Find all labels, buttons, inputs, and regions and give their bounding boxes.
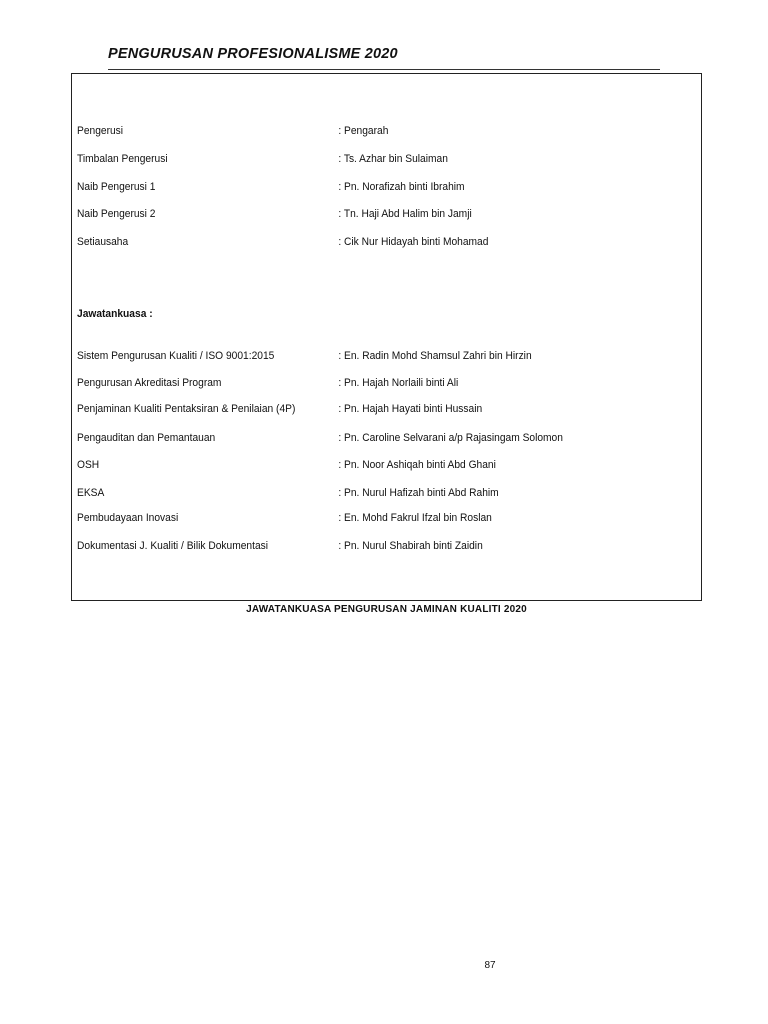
- committee-role: Pembudayaan Inovasi: [77, 512, 179, 524]
- committee-member-name: : Pn. Hajah Norlaili binti Ali: [338, 377, 459, 389]
- committee-member-name: : Pn. Nurul Hafizah binti Abd Rahim: [338, 487, 499, 499]
- officer-role: Setiausaha: [77, 236, 129, 248]
- committee-role: Penjaminan Kualiti Pentaksiran & Penilaian (4P): [77, 403, 296, 415]
- officer-name: : Pengarah: [338, 125, 389, 137]
- officer-name: : Ts. Azhar bin Sulaiman: [338, 153, 448, 165]
- committee-row: [77, 539, 483, 553]
- header-underline: [108, 69, 660, 70]
- officer-row-chairman: [77, 124, 388, 138]
- officer-name: : Cik Nur Hidayah binti Mohamad: [338, 236, 489, 248]
- page-title: PENGURUSAN PROFESIONALISME 2020: [108, 46, 398, 62]
- page-number: 87: [484, 960, 496, 971]
- page-header: [108, 45, 660, 70]
- officer-role: Naib Pengerusi 1: [77, 181, 156, 193]
- committee-row: [77, 402, 482, 416]
- committee-member-name: : Pn. Nurul Shabirah binti Zaidin: [338, 540, 483, 552]
- officer-row-vice-chairman-2: [77, 207, 472, 221]
- committee-role: Sistem Pengurusan Kualiti / ISO 9001:2015: [77, 350, 275, 362]
- committee-role: Pengurusan Akreditasi Program: [77, 377, 222, 389]
- officer-row-secretary: [77, 235, 488, 249]
- committee-row: [77, 458, 496, 472]
- officer-name: : Tn. Haji Abd Halim bin Jamji: [338, 208, 472, 220]
- officer-row-deputy-chairman: [77, 152, 448, 166]
- officer-row-vice-chairman-1: [77, 180, 465, 194]
- committee-row: [77, 431, 563, 445]
- committee-role: Pengauditan dan Pemantauan: [77, 432, 216, 444]
- committee-row: [77, 376, 458, 390]
- officer-role: Naib Pengerusi 2: [77, 208, 156, 220]
- committee-box: [71, 73, 702, 601]
- committee-role: OSH: [77, 459, 100, 471]
- committee-row: [77, 486, 499, 500]
- committee-row: [77, 349, 532, 363]
- committee-member-name: : Pn. Caroline Selvarani a/p Rajasingam Solomon: [338, 432, 563, 444]
- officer-name: : Pn. Norafizah binti Ibrahim: [338, 181, 465, 193]
- committee-role: EKSA: [77, 487, 105, 499]
- committee-role: Dokumentasi J. Kualiti / Bilik Dokumentasi: [77, 540, 269, 552]
- committee-member-name: : En. Mohd Fakrul Ifzal bin Roslan: [338, 512, 492, 524]
- table-caption: JAWATANKUASA PENGURUSAN JAMINAN KUALITI 2020: [246, 604, 527, 615]
- committee-row: [77, 511, 492, 525]
- officer-role: Pengerusi: [77, 125, 124, 137]
- committee-member-name: : En. Radin Mohd Shamsul Zahri bin Hirzin: [338, 350, 532, 362]
- officer-role: Timbalan Pengerusi: [77, 153, 168, 165]
- committee-member-name: : Pn. Noor Ashiqah binti Abd Ghani: [338, 459, 496, 471]
- committee-heading: Jawatankuasa :: [77, 308, 153, 320]
- committee-member-name: : Pn. Hajah Hayati binti Hussain: [338, 403, 483, 415]
